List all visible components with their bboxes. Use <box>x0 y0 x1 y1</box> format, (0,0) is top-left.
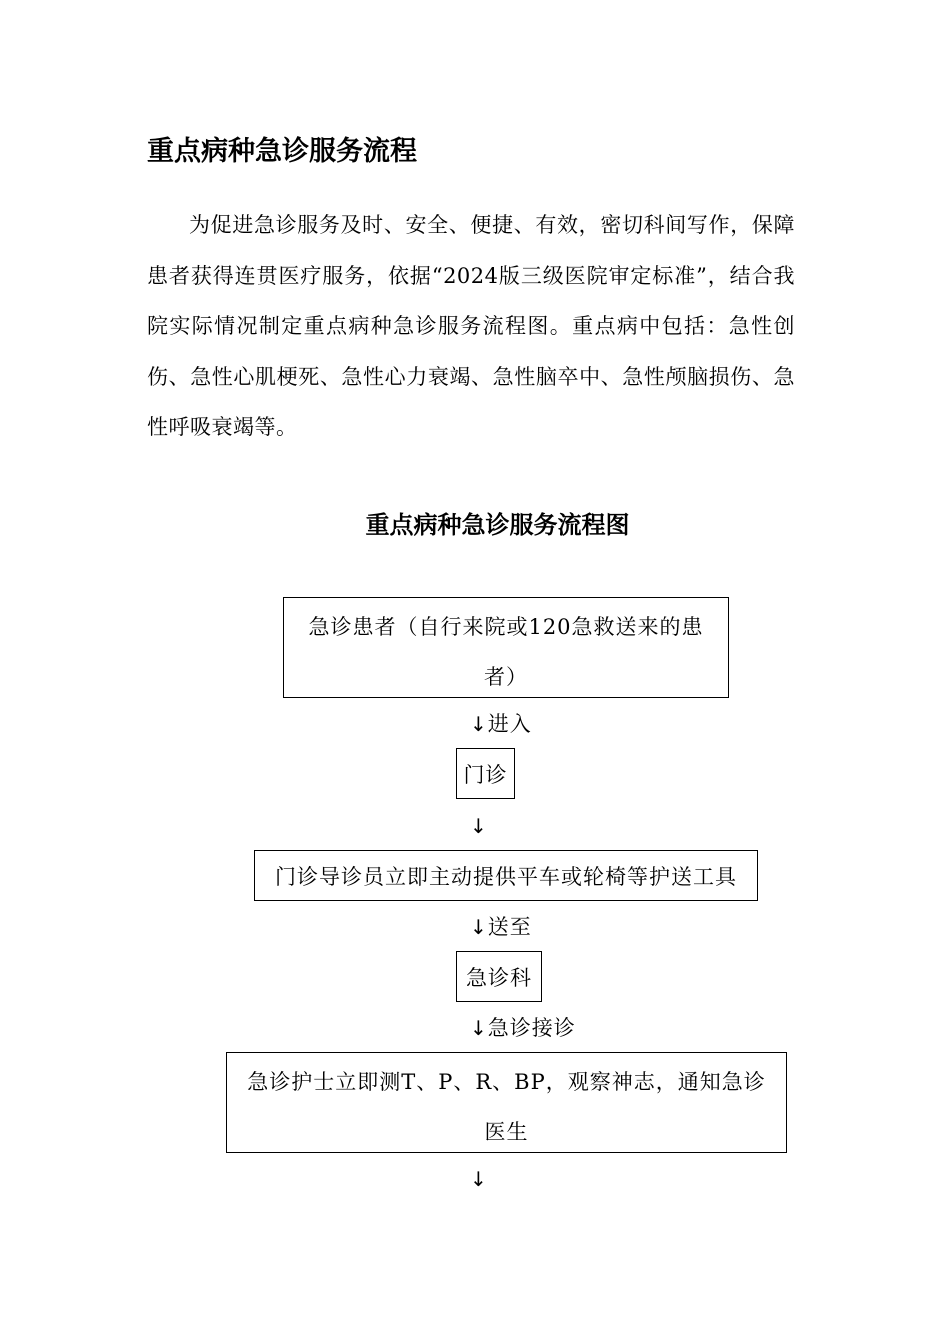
flow-arrow-receive <box>470 1013 576 1043</box>
flow-arrow-plain-2 <box>470 1164 488 1194</box>
flow-arrow-send-label: 送至 <box>487 915 532 939</box>
flow-node-patient <box>283 597 729 698</box>
flowchart-title: 重点病种急诊服务流程图 <box>365 511 630 539</box>
down-arrow-icon: ↓ <box>470 712 488 736</box>
flow-node-guide <box>254 850 758 901</box>
flow-arrow-enter-label: 进入 <box>487 712 532 736</box>
down-arrow-icon: ↓ <box>470 1167 488 1191</box>
down-arrow-icon: ↓ <box>470 1016 488 1040</box>
flow-node-emergency-dept <box>456 951 542 1002</box>
flow-node-outpatient-label: 门诊 <box>463 762 508 787</box>
down-arrow-icon: ↓ <box>470 915 488 939</box>
flow-node-patient-label: 急诊患者（自行来院或120急救送来的患者） <box>308 615 704 689</box>
flow-arrow-receive-label: 急诊接诊 <box>487 1016 576 1040</box>
down-arrow-icon: ↓ <box>470 814 488 838</box>
flow-arrow-plain-1 <box>470 811 488 841</box>
flow-node-nurse <box>226 1052 787 1153</box>
flow-node-nurse-label: 急诊护士立即测T、P、R、BP，观察神志，通知急诊医生 <box>247 1070 766 1144</box>
flow-node-outpatient <box>456 748 515 799</box>
intro-paragraph: 为促进急诊服务及时、安全、便捷、有效，密切科间写作，保障患者获得连贯医疗服务，依据“2024版三级医院审定标准”，结合我院实际情况制定重点病种急诊服务流程图。重点病中包括：急性创伤、急性心肌梗死、急性心力衰竭、急性脑卒中、急性颅脑损伤、急性呼吸衰竭等。 <box>147 213 795 439</box>
flow-node-emergency-dept-label: 急诊科 <box>466 965 532 990</box>
flow-arrow-enter <box>470 709 532 739</box>
flow-node-guide-label: 门诊导诊员立即主动提供平车或轮椅等护送工具 <box>275 864 737 889</box>
flow-arrow-send <box>470 912 532 942</box>
document-title: 重点病种急诊服务流程 <box>147 136 417 167</box>
